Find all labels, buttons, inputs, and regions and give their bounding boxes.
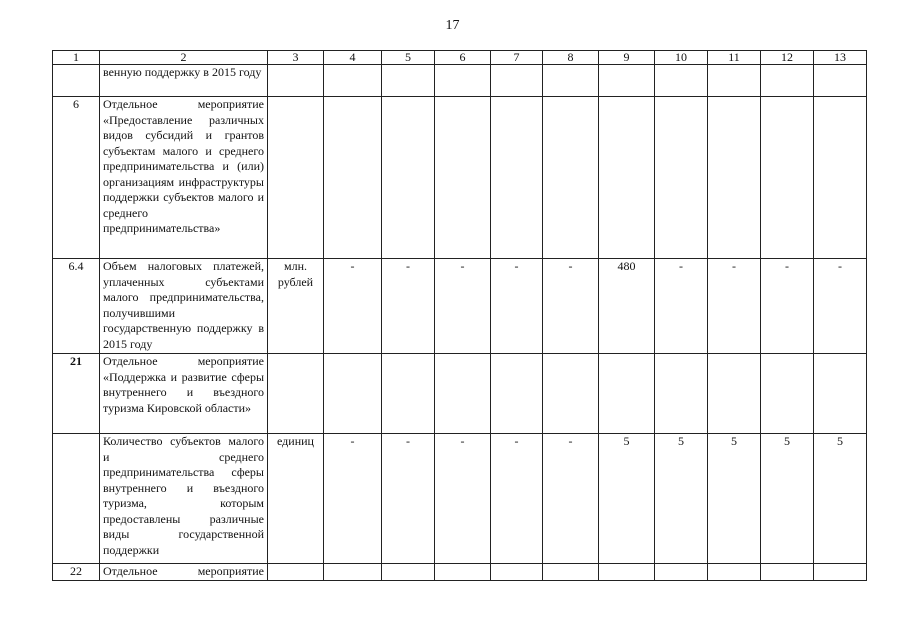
value-cell [435,97,491,259]
row-description: Отдельное мероприятие [100,564,268,581]
row-unit [268,65,324,97]
value-cell [655,65,708,97]
value-cell [814,354,867,434]
value-cell [708,97,761,259]
header-cell: 7 [491,51,543,65]
row-unit: единиц [268,434,324,564]
header-row [53,51,867,65]
value-cell: - [435,259,491,354]
value-cell [761,354,814,434]
value-cell: - [382,434,435,564]
value-cell [543,564,599,581]
value-cell: 5 [761,434,814,564]
table-row [53,564,867,581]
value-cell: - [543,434,599,564]
value-cell [543,97,599,259]
value-cell: 5 [708,434,761,564]
value-cell [761,564,814,581]
value-cell: - [708,259,761,354]
row-unit [268,354,324,434]
row-number: 22 [53,564,100,581]
row-number: 6 [53,97,100,259]
header-cell: 6 [435,51,491,65]
value-cell: - [491,259,543,354]
row-description: венную поддержку в 2015 году [100,65,268,97]
value-cell [761,65,814,97]
value-cell [435,564,491,581]
row-description: Отдельное мероприятие «Поддержка и развитие сферы внутреннего и въездного туризма Кировской области» [100,354,268,434]
row-description: Отдельное мероприятие «Предоставление различных видов субсидий и грантов субъектам малого и среднего предпринимательства и (или) организациям инфраструктуры поддержки субъектов малого и среднего предпринимательства» [100,97,268,259]
table-row [53,434,867,564]
value-cell [599,354,655,434]
value-cell [382,564,435,581]
value-cell: 5 [599,434,655,564]
page-number: 17 [445,18,460,33]
value-cell [599,65,655,97]
header-cell: 8 [543,51,599,65]
row-unit [268,97,324,259]
value-cell [491,97,543,259]
value-cell [382,97,435,259]
header-cell: 5 [382,51,435,65]
value-cell [708,65,761,97]
value-cell: - [491,434,543,564]
value-cell [324,65,382,97]
table-row [53,65,867,97]
row-description: Объем налоговых платежей, уплаченных субъектами малого предпринимательства, получившими государственную поддержку в 2015 году [100,259,268,354]
value-cell: 5 [655,434,708,564]
value-cell [435,354,491,434]
header-cell: 10 [655,51,708,65]
value-cell [814,564,867,581]
header-cell: 9 [599,51,655,65]
value-cell [543,65,599,97]
value-cell [814,65,867,97]
row-unit: млн. рублей [268,259,324,354]
value-cell [599,97,655,259]
value-cell [655,564,708,581]
value-cell [543,354,599,434]
header-cell: 11 [708,51,761,65]
value-cell: - [814,259,867,354]
value-cell: - [324,434,382,564]
value-cell [491,564,543,581]
value-cell [708,564,761,581]
value-cell: - [543,259,599,354]
value-cell [491,65,543,97]
header-cell: 2 [100,51,268,65]
table-row [53,259,867,354]
value-cell: 480 [599,259,655,354]
header-cell: 1 [53,51,100,65]
value-cell: - [382,259,435,354]
value-cell: - [435,434,491,564]
header-cell: 13 [814,51,867,65]
value-cell: - [761,259,814,354]
table-row [53,354,867,434]
value-cell: - [324,259,382,354]
header-cell: 12 [761,51,814,65]
header-cell: 3 [268,51,324,65]
row-number: 21 [53,354,100,434]
value-cell: - [655,259,708,354]
value-cell [382,354,435,434]
value-cell [382,65,435,97]
table-row [53,97,867,259]
row-number [53,65,100,97]
row-unit [268,564,324,581]
value-cell [708,354,761,434]
value-cell [655,354,708,434]
value-cell [814,97,867,259]
value-cell [435,65,491,97]
row-number [53,434,100,564]
value-cell: 5 [814,434,867,564]
value-cell [491,354,543,434]
row-number: 6.4 [53,259,100,354]
value-cell [324,354,382,434]
value-cell [324,564,382,581]
indicator-table [52,50,867,581]
value-cell [655,97,708,259]
value-cell [599,564,655,581]
value-cell [324,97,382,259]
value-cell [761,97,814,259]
header-cell: 4 [324,51,382,65]
row-description: Количество субъектов малого и среднего предпринимательства сферы внутреннего и въездного туризма, которым предоставлены различные виды государственной поддержки [100,434,268,564]
